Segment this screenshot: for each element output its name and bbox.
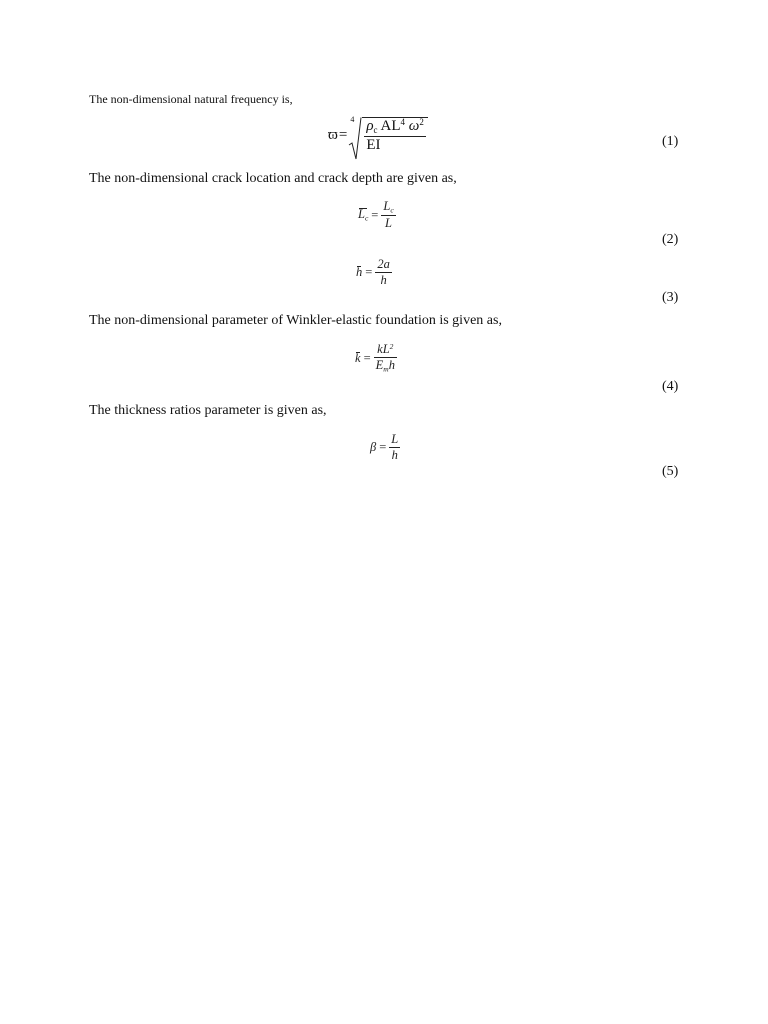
equation-label-2: (2) (662, 232, 679, 247)
equation-label-4: (4) (662, 379, 679, 394)
eq5-equals: = (379, 440, 387, 455)
eq2-num-sub: c (390, 205, 394, 215)
equation-2 (358, 200, 396, 230)
eq3-numerator: 2a (377, 257, 390, 271)
eq1-fraction (364, 118, 425, 154)
eq3-lhs: h (356, 265, 363, 280)
eq2-lhs-sub: c (364, 213, 369, 223)
equation-label-3: (3) (662, 290, 679, 305)
eq2-equals: = (371, 207, 379, 222)
eq1-radicand (362, 117, 427, 154)
eq3-fraction (375, 258, 392, 287)
eq1-AL-sup: 4 (400, 117, 405, 128)
eq4-den-sub: m (383, 364, 389, 374)
eq5-lhs: β (370, 440, 377, 455)
eq1-equals: = (338, 127, 348, 144)
eq4-num-text: kL (377, 342, 390, 357)
eq3-equals: = (365, 265, 373, 280)
eq2-fraction (381, 200, 395, 230)
eq1-AL: AL (380, 118, 401, 134)
eq1-rho: ρ (366, 118, 374, 134)
eq5-fraction (389, 433, 400, 462)
paragraph-thickness: The thickness ratios parameter is given as, (89, 403, 327, 418)
eq2-numerator (381, 200, 395, 215)
eq1-lhs: ϖ (328, 127, 338, 144)
equation-label-1: (1) (662, 134, 679, 149)
eq1-omega-sup: 2 (419, 117, 424, 128)
equation-4 (355, 343, 397, 374)
eq1-omega: ω (408, 118, 420, 134)
eq3-denominator: h (375, 272, 392, 287)
eq4-num-sup: 2 (389, 342, 394, 351)
eq1-numerator (364, 118, 425, 136)
eq4-den-text: E (375, 357, 384, 372)
equation-5 (370, 433, 400, 462)
paragraph-winkler: The non-dimensional parameter of Winkler-elastic foundation is given as, (89, 313, 502, 328)
eq1-radical (348, 117, 427, 154)
equation-1 (328, 117, 428, 154)
eq2-lhs-text: L (358, 207, 365, 222)
eq4-denominator (374, 357, 397, 374)
eq4-equals: = (363, 351, 371, 366)
eq1-denominator (364, 136, 425, 154)
eq4-lhs: k (355, 351, 361, 366)
paragraph-crack-location: The non-dimensional crack location and crack depth are given as, (89, 171, 457, 186)
equation-label-5: (5) (662, 464, 679, 479)
eq2-lhs (358, 207, 368, 223)
eq1-root-index: 4 (350, 115, 355, 124)
eq4-den-tail: h (388, 357, 395, 372)
eq5-numerator: L (391, 432, 399, 446)
radical-sign (348, 117, 362, 154)
eq2-denominator: L (381, 215, 395, 230)
eq5-denominator: h (389, 447, 400, 462)
equation-3 (356, 258, 392, 287)
eq1-rho-sub: c (373, 125, 378, 136)
paragraph-natural-frequency: The non-dimensional natural frequency is, (89, 92, 293, 106)
eq1-den-text: EI (366, 137, 381, 154)
eq2-num-text: L (383, 199, 391, 213)
eq4-numerator (375, 343, 395, 357)
eq4-fraction (374, 343, 397, 374)
